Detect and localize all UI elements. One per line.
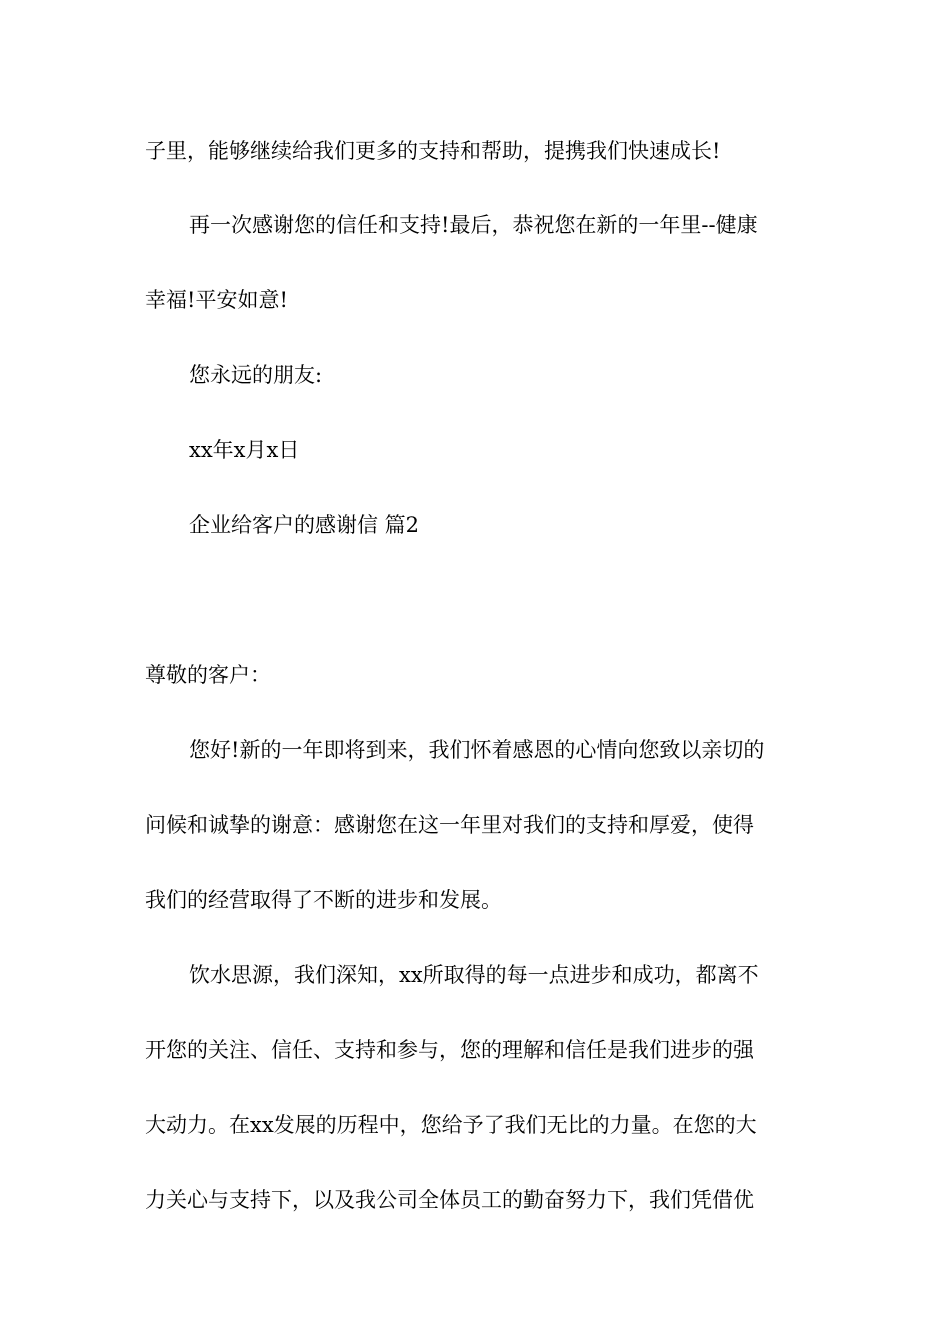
section-heading: 企业给客户的感谢信 篇2	[189, 513, 420, 537]
paragraph-line: 您好!新的一年即将到来，我们怀着感恩的心情向您致以亲切的	[189, 738, 765, 762]
paragraph-line: 力关心与支持下，以及我公司全体员工的勤奋努力下，我们凭借优	[145, 1188, 754, 1212]
salutation: 尊敬的客户：	[145, 663, 271, 687]
paragraph-line: 我们的经营取得了不断的进步和发展。	[145, 888, 502, 912]
paragraph-line: 再一次感谢您的信任和支持!最后，恭祝您在新的一年里--健康	[189, 213, 758, 237]
date-line: xx年x月x日	[189, 438, 300, 462]
paragraph-line: 开您的关注、信任、支持和参与，您的理解和信任是我们进步的强	[145, 1038, 754, 1062]
signature-line: 您永远的朋友:	[189, 363, 323, 387]
paragraph-line: 饮水思源，我们深知，xx所取得的每一点进步和成功，都离不	[189, 963, 759, 987]
paragraph-line: 子里，能够继续给我们更多的支持和帮助，提携我们快速成长!	[145, 139, 721, 163]
paragraph-line: 大动力。在xx发展的历程中，您给予了我们无比的力量。在您的大	[145, 1113, 757, 1137]
paragraph-line: 问候和诚挚的谢意：感谢您在这一年里对我们的支持和厚爱，使得	[145, 813, 754, 837]
paragraph-line: 幸福!平安如意!	[145, 288, 288, 312]
